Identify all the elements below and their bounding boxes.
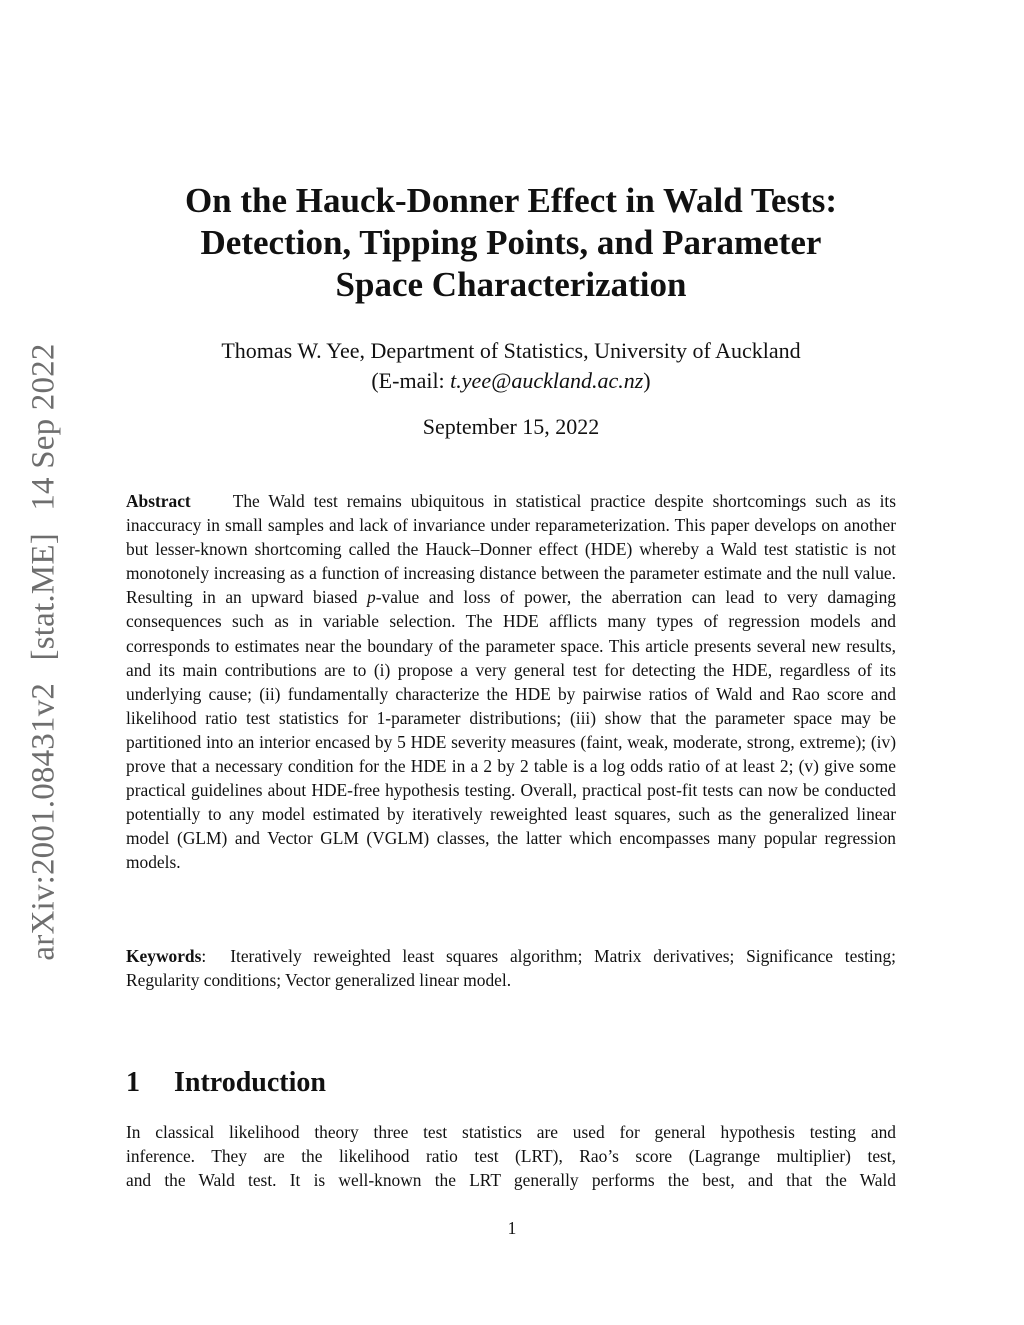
abstract-text-part2: -value and loss of power, the aberration can lead to very damaging consequences such as in variable selection. The HDE afflicts many types of regression models and corresponds to estimates near the boundary of the parameter space. This article presents several new results, and its main contributions are to (i) propose a very general test for detecting the HDE, regardless of its underlying cause; (ii) fundamentally characterize the HDE by pairwise ratios of Wald and Rao score and likelihood ratio test statistics for 1-parameter distributions; (iii) show that the parameter space may be partitioned into an interior encased by 5 HDE severity measures (faint, weak, moderate, strong, extreme); (iv) prove that a necessary condition for the HDE in a 2 by 2 table is a log odds ratio of at least 2; (v) give some practical guidelines about HDE-free hypothesis testing. Overall, practical post-fit tests can now be conducted potentially to any model estimated by iteratively reweighted least squares, such as the generalized linear model (GLM) and Vector GLM (VGLM) classes, the latter which encompasses many popular regression models. [126, 587, 896, 873]
author-affiliation: Thomas W. Yee, Department of Statistics, University of Auckland [221, 338, 801, 363]
intro-line-1: In classical likelihood theory three test statistics are used for general hypothesis testing and [126, 1122, 896, 1142]
intro-line-2: inference. They are the likelihood ratio test (LRT), Rao’s score (Lagrange multiplier) test, [126, 1146, 896, 1167]
introduction-paragraph [126, 1120, 896, 1192]
arxiv-date: 14 Sep 2022 [25, 343, 62, 511]
abstract [126, 489, 896, 875]
page-number: 1 [507, 1218, 517, 1238]
keywords-label: Keywords [126, 946, 202, 966]
email-prefix: (E-mail: [371, 368, 451, 393]
author-email-line [126, 366, 896, 396]
abstract-text-part1: The Wald test remains ubiquitous in statistical practice despite shortcomings such as its inaccuracy in small samples and lack of invariance under reparameterization. This paper develops on another but lesser-known shortcoming called the Hauck–Donner effect (HDE) whereby a Wald test statistic is not monotonely increasing as a function of increasing distance between the parameter estimate and the null value. Resulting in an upward biased [126, 491, 896, 608]
title-line-1: On the Hauck-Donner Effect in Wald Tests: [184, 181, 838, 220]
arxiv-category: [stat.ME] [25, 533, 62, 661]
arxiv-identifier-stamp [26, 336, 63, 967]
title-line-2: Detection, Tipping Points, and Parameter [200, 223, 822, 262]
keywords-text: Iteratively reweighted least squares algorithm; Matrix derivatives; Significance testing; Regularity conditions; Vector generalized linear model. [126, 946, 896, 991]
section-heading-introduction [126, 1065, 326, 1101]
paper-date: September 15, 2022 [422, 414, 600, 439]
abstract-label: Abstract [126, 491, 191, 511]
abstract-p-symbol: p [367, 587, 376, 608]
author-email: t.yee@auckland.ac.nz [450, 368, 644, 393]
keywords-colon: : [201, 946, 207, 966]
intro-line-3: and the Wald test. It is well-known the LRT generally performs the best, and that the Wald [126, 1170, 896, 1191]
arxiv-id: arXiv:2001.08431v2 [25, 682, 62, 961]
paper-title [126, 180, 896, 306]
keywords [126, 944, 896, 992]
section-number: 1 [126, 1067, 140, 1098]
title-line-3: Space Characterization [335, 265, 687, 304]
section-title: Introduction [174, 1067, 326, 1098]
author-block [126, 336, 896, 396]
email-suffix: ) [643, 368, 651, 393]
